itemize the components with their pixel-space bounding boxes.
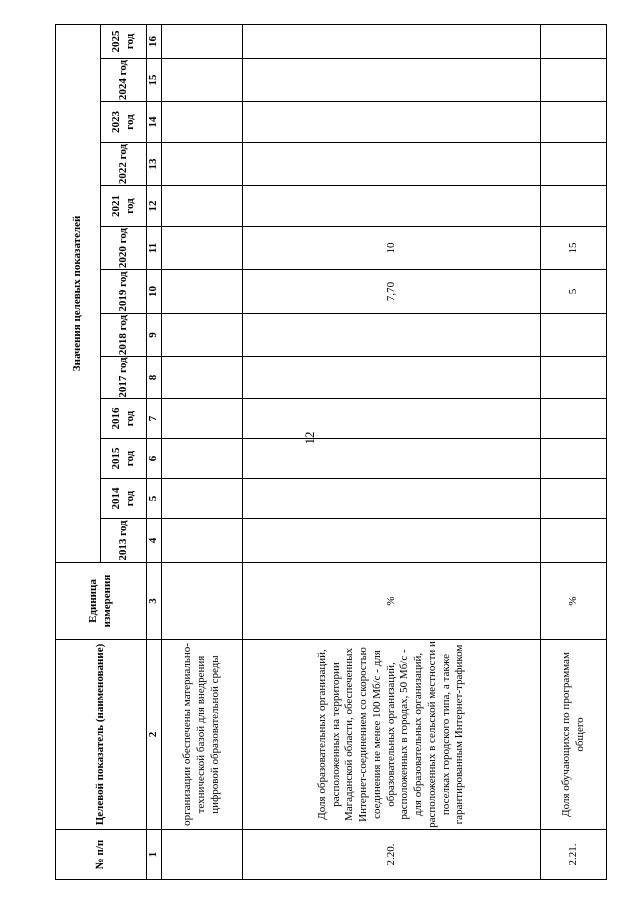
row-unit (162, 563, 243, 640)
value-cell (541, 399, 607, 439)
value-cell (243, 186, 541, 227)
value-cell (541, 439, 607, 479)
table-row (162, 24, 243, 879)
header-year: 2016 год (101, 399, 147, 439)
value-cell (541, 479, 607, 519)
value-cell (243, 439, 541, 479)
value-cell (162, 59, 243, 102)
value-cell (541, 24, 607, 58)
column-index: 2 (147, 640, 162, 830)
value-cell (243, 399, 541, 439)
value-cell (243, 143, 541, 186)
row-unit: % (541, 563, 607, 640)
row-unit: % (243, 563, 541, 640)
header-year: 2023 год (101, 102, 147, 143)
value-cell (541, 143, 607, 186)
header-year: 2013 год (101, 519, 147, 563)
value-cell (243, 102, 541, 143)
row-indicator-name: Доля обучающихся по программам общего (541, 640, 607, 830)
page-number: 12 (302, 431, 317, 445)
header-year: 2022 год (101, 143, 147, 186)
column-index: 11 (147, 227, 162, 270)
row-indicator-name: организации обеспечены материально-технической базой для внедрения цифровой образовательной среды (162, 640, 243, 830)
column-index: 14 (147, 102, 162, 143)
header-unit: Единица измерения (56, 563, 147, 640)
value-cell (162, 439, 243, 479)
header-year: 2020 год (101, 227, 147, 270)
column-index: 3 (147, 563, 162, 640)
value-cell: 15 (541, 227, 607, 270)
value-cell: 10 (243, 227, 541, 270)
value-cell (541, 357, 607, 399)
value-cell (541, 59, 607, 102)
rotated-table-wrapper (55, 30, 600, 880)
column-index: 1 (147, 830, 162, 880)
row-indicator-name: Доля образовательных организаций, расположенных на территории Магаданской области, обеспеченных Интернет-соединением со скоростью соединения не менее 100 Мб/c - для образовательных организаций, расположенных в городах, 50 Мб/c - для образовательных организаций, расположенных в сельской местности и поселках городского типа, а также гарантированным Интернет-трафиком (243, 640, 541, 830)
header-year: 2024 год (101, 59, 147, 102)
value-cell (162, 186, 243, 227)
value-cell (243, 24, 541, 58)
value-cell (243, 59, 541, 102)
value-cell (162, 227, 243, 270)
value-cell (243, 357, 541, 399)
value-cell (162, 102, 243, 143)
value-cell (162, 24, 243, 58)
value-cell (162, 143, 243, 186)
column-index: 12 (147, 186, 162, 227)
value-cell: 7,70 (243, 270, 541, 314)
value-cell (162, 399, 243, 439)
column-index: 13 (147, 143, 162, 186)
value-cell (541, 314, 607, 357)
column-index: 6 (147, 439, 162, 479)
column-index: 15 (147, 59, 162, 102)
column-index: 4 (147, 519, 162, 563)
column-index: 10 (147, 270, 162, 314)
header-year: 2025 год (101, 24, 147, 58)
row-num: 2.20. (243, 830, 541, 880)
row-num: 2.21. (541, 830, 607, 880)
value-cell (162, 519, 243, 563)
column-index: 7 (147, 399, 162, 439)
header-year: 2017 год (101, 357, 147, 399)
header-year: 2021 год (101, 186, 147, 227)
value-cell (162, 479, 243, 519)
value-cell (162, 357, 243, 399)
value-cell (541, 186, 607, 227)
header-year: 2018 год (101, 314, 147, 357)
value-cell (243, 479, 541, 519)
header-num: № п/п (56, 830, 147, 880)
value-cell: 5 (541, 270, 607, 314)
header-values-group: Значения целевых показателей (56, 24, 101, 562)
table-row (243, 24, 541, 879)
header-year: 2014 год (101, 479, 147, 519)
indicators-table (55, 24, 607, 880)
header-indicator: Целевой показатель (наименование) (56, 640, 147, 830)
column-index: 5 (147, 479, 162, 519)
value-cell (243, 314, 541, 357)
column-index: 16 (147, 24, 162, 58)
value-cell (243, 519, 541, 563)
table-row (541, 24, 607, 879)
value-cell (541, 519, 607, 563)
value-cell (541, 102, 607, 143)
header-year: 2019 год (101, 270, 147, 314)
value-cell (162, 314, 243, 357)
header-year: 2015 год (101, 439, 147, 479)
row-num (162, 830, 243, 880)
value-cell (162, 270, 243, 314)
column-index: 9 (147, 314, 162, 357)
column-index: 8 (147, 357, 162, 399)
